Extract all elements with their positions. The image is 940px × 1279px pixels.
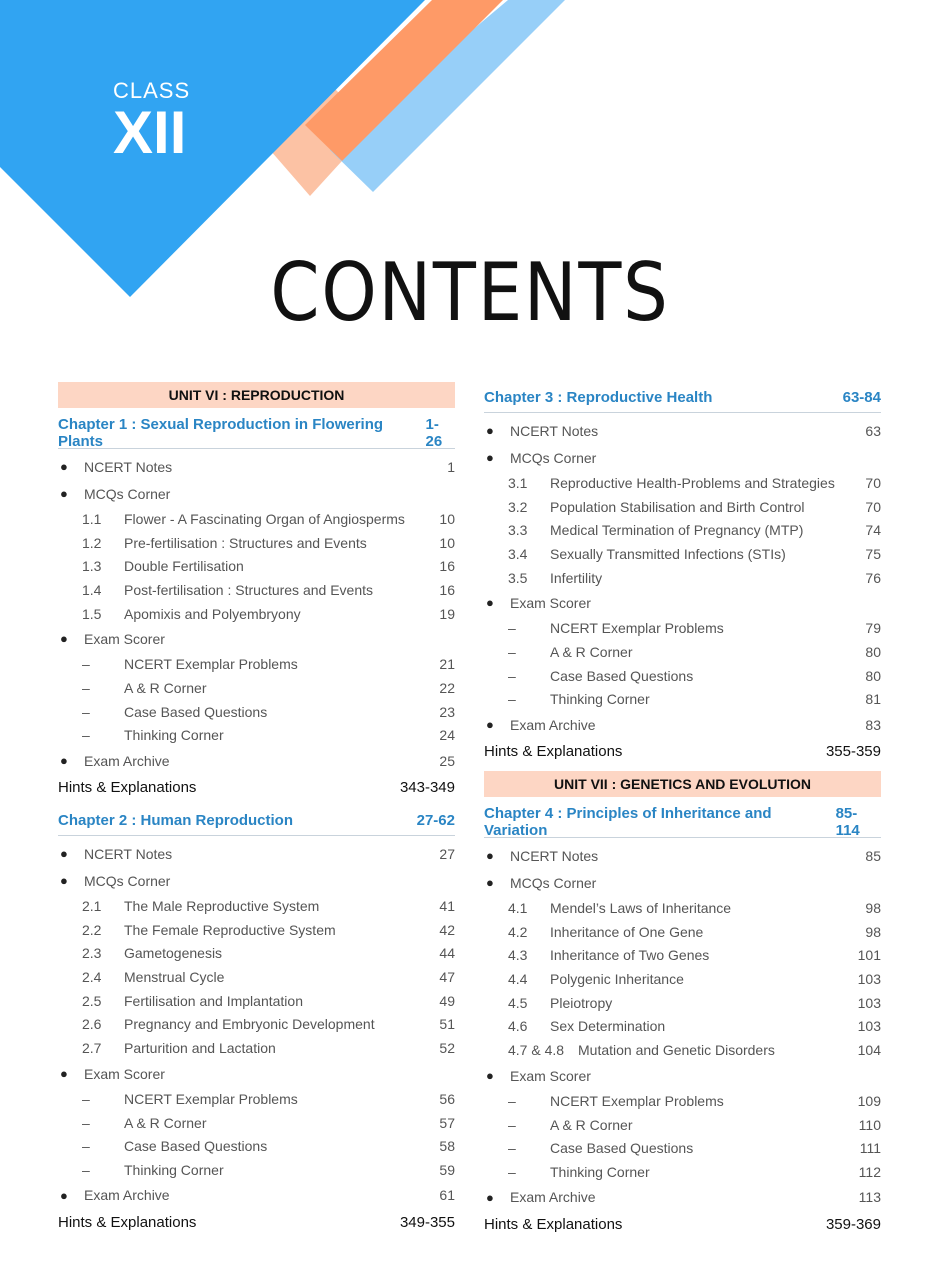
toc-topic[interactable] <box>58 942 455 966</box>
subentry-page: 24 <box>439 727 455 744</box>
toc-topic[interactable] <box>484 495 881 519</box>
subentry-page: 110 <box>858 1116 881 1133</box>
hints-pages: 355-359 <box>825 743 881 761</box>
subentry-title: NCERT Exemplar Problems <box>550 1092 724 1109</box>
subentry-page: 80 <box>865 643 881 660</box>
topic-number: 4.2 <box>508 923 528 940</box>
topic-title: Mendel’s Laws of Inheritance <box>550 900 732 917</box>
entry-page: 63 <box>865 422 881 439</box>
subentry-title: Thinking Corner <box>124 727 224 744</box>
right-column <box>484 382 881 1242</box>
entry-page: 113 <box>858 1189 881 1206</box>
chapter-heading[interactable] <box>484 807 881 838</box>
hints-entry[interactable] <box>58 1209 455 1236</box>
topic-number: 3.3 <box>508 522 528 539</box>
subentry-title: Thinking Corner <box>124 1161 224 1178</box>
chapter-pages: 27-62 <box>416 811 455 829</box>
topic-page: 101 <box>857 947 881 964</box>
section-label: MCQs Corner <box>84 872 171 889</box>
topic-title: Fertilisation and Implantation <box>124 992 303 1009</box>
toc-section <box>58 480 455 507</box>
entry-label: Exam Archive <box>84 1187 170 1204</box>
hints-pages: 359-369 <box>825 1215 881 1233</box>
subentry-page: 56 <box>439 1090 455 1107</box>
toc-topic[interactable] <box>58 965 455 989</box>
entry-label: Exam Archive <box>84 752 170 769</box>
topic-title: Population Stabilisation and Birth Control <box>550 498 805 515</box>
toc-subentry[interactable] <box>58 676 455 700</box>
topic-page: 98 <box>865 900 881 917</box>
subentry-title: A & R Corner <box>124 679 207 696</box>
topic-number: 1.3 <box>82 558 102 575</box>
toc-topic[interactable] <box>484 471 881 495</box>
bullet-icon: ● <box>486 875 494 891</box>
bullet-icon: ● <box>60 631 68 647</box>
toc-section <box>484 1062 881 1089</box>
toc-subentry[interactable] <box>484 1113 881 1137</box>
bullet-icon: ● <box>486 423 494 438</box>
bullet-icon: ● <box>486 717 494 733</box>
subentry-title: NCERT Exemplar Problems <box>124 1090 298 1107</box>
toc-topic[interactable] <box>484 896 881 920</box>
toc-topic[interactable] <box>484 1038 881 1062</box>
toc-topic[interactable] <box>484 518 881 542</box>
toc-topic[interactable] <box>484 542 881 566</box>
toc-topic[interactable] <box>58 894 455 918</box>
subentry-title: NCERT Exemplar Problems <box>124 656 298 673</box>
topic-number: 2.3 <box>82 945 102 962</box>
toc-topic[interactable] <box>58 531 455 555</box>
topic-number: 2.1 <box>82 898 102 915</box>
topic-page: 104 <box>857 1042 881 1059</box>
hints-label: Hints & Explanations <box>484 743 623 761</box>
toc-topic[interactable] <box>58 507 455 531</box>
topic-title: The Female Reproductive System <box>124 921 336 938</box>
bullet-icon: ● <box>60 1187 68 1203</box>
topic-number: 4.3 <box>508 947 528 964</box>
dash-icon: – <box>508 1116 516 1133</box>
subentry-title: Case Based Questions <box>124 703 268 720</box>
entry-label: Exam Archive <box>510 716 596 733</box>
entry-page: 1 <box>447 458 455 475</box>
chapter-pages: 1-26 <box>425 416 443 450</box>
entry-page: 25 <box>439 752 455 769</box>
toc-topic[interactable] <box>58 554 455 578</box>
entry-label: NCERT Notes <box>510 422 599 439</box>
topic-number: 1.1 <box>82 510 102 527</box>
hints-pages: 343-349 <box>399 779 455 797</box>
subentry-title: A & R Corner <box>550 1116 633 1133</box>
toc-subentry[interactable] <box>484 664 881 688</box>
bullet-icon: ● <box>60 459 68 474</box>
bullet-icon: ● <box>486 1189 494 1205</box>
toc-entry[interactable] <box>484 711 881 738</box>
toc-entry[interactable] <box>58 840 455 867</box>
toc-subentry[interactable] <box>484 640 881 664</box>
topic-number: 2.2 <box>82 921 102 938</box>
dash-icon: – <box>82 679 90 696</box>
subentry-page: 21 <box>439 656 455 673</box>
subentry-page: 111 <box>859 1140 881 1157</box>
toc-subentry[interactable] <box>484 1160 881 1184</box>
subentry-title: A & R Corner <box>124 1114 207 1131</box>
entry-page: 61 <box>439 1187 455 1204</box>
dash-icon: – <box>508 667 516 684</box>
left-column <box>58 382 455 1240</box>
hints-pages: 349-355 <box>399 1213 455 1231</box>
chapter-title: Chapter 1 : Sexual Reproduction in Flowering Plants <box>58 416 384 450</box>
subentry-title: Case Based Questions <box>124 1138 268 1155</box>
subentry-page: 79 <box>865 620 881 637</box>
toc-subentry[interactable] <box>484 1136 881 1160</box>
entry-label: NCERT Notes <box>84 458 173 475</box>
topic-title: Inheritance of Two Genes <box>550 947 710 964</box>
bullet-icon: ● <box>60 873 68 889</box>
hints-entry[interactable] <box>484 738 881 765</box>
topic-number: 4.7 & 4.8 <box>508 1042 565 1059</box>
hints-entry[interactable] <box>58 774 455 801</box>
hints-label: Hints & Explanations <box>58 779 197 797</box>
topic-title: Infertility <box>550 569 603 586</box>
chapter-heading[interactable] <box>58 418 455 449</box>
topic-page: 19 <box>439 605 455 622</box>
section-label: MCQs Corner <box>510 874 597 891</box>
bullet-icon: ● <box>486 1068 494 1083</box>
unit-heading: UNIT VII : GENETICS AND EVOLUTION <box>484 771 881 797</box>
topic-number: 3.5 <box>508 569 528 586</box>
topic-page: 51 <box>439 1016 455 1033</box>
toc-subentry[interactable] <box>58 1111 455 1135</box>
toc-subentry[interactable] <box>484 688 881 712</box>
topic-title: Pre-fertilisation : Structures and Events <box>124 534 367 551</box>
toc-subentry[interactable] <box>58 1087 455 1111</box>
toc-entry[interactable] <box>484 842 881 869</box>
toc-section <box>484 869 881 896</box>
topic-title: Polygenic Inheritance <box>550 971 684 988</box>
chapter-pages: 85-114 <box>835 805 860 840</box>
topic-page: 74 <box>865 522 881 539</box>
topic-title: Mutation and Genetic Disorders <box>578 1042 775 1059</box>
dash-icon: – <box>82 1114 90 1131</box>
dash-icon: – <box>82 703 90 720</box>
topic-page: 10 <box>439 510 455 527</box>
topic-number: 3.4 <box>508 545 528 562</box>
topic-title: Inheritance of One Gene <box>550 923 704 940</box>
subentry-title: Thinking Corner <box>550 1163 650 1180</box>
section-label: Exam Scorer <box>84 630 165 647</box>
subentry-page: 80 <box>865 667 881 684</box>
entry-label: Exam Archive <box>510 1189 596 1206</box>
topic-page: 98 <box>865 923 881 940</box>
hints-entry[interactable] <box>484 1211 881 1238</box>
toc-topic[interactable] <box>484 967 881 991</box>
topic-number: 1.4 <box>82 581 102 598</box>
toc-topic[interactable] <box>484 566 881 590</box>
subentry-title: Case Based Questions <box>550 1140 694 1157</box>
toc-entry[interactable] <box>58 453 455 480</box>
topic-number: 2.7 <box>82 1040 102 1057</box>
toc-subentry[interactable] <box>58 700 455 724</box>
topic-page: 10 <box>439 534 455 551</box>
topic-title: Flower - A Fascinating Organ of Angiosperms <box>124 510 405 527</box>
topic-page: 16 <box>439 581 455 598</box>
page-title: CONTENTS <box>270 246 670 339</box>
toc-subentry[interactable] <box>484 616 881 640</box>
topic-number: 2.4 <box>82 969 102 986</box>
topic-page: 41 <box>439 898 455 915</box>
topic-title: Sexually Transmitted Infections (STIs) <box>550 545 786 562</box>
toc-topic[interactable] <box>484 991 881 1015</box>
section-label: MCQs Corner <box>84 485 171 502</box>
topic-title: Pleiotropy <box>550 994 613 1011</box>
entry-page: 83 <box>865 716 881 733</box>
subentry-page: 81 <box>865 691 881 708</box>
bullet-icon: ● <box>486 450 494 465</box>
bullet-icon: ● <box>486 595 494 611</box>
topic-number: 2.6 <box>82 1016 102 1033</box>
topic-page: 70 <box>865 474 881 491</box>
topic-number: 1.5 <box>82 605 102 622</box>
subentry-page: 22 <box>439 679 455 696</box>
chapter-pages: 63-84 <box>842 388 881 406</box>
topic-title: Gametogenesis <box>124 945 223 962</box>
toc-section <box>484 444 881 471</box>
topic-page: 52 <box>439 1040 455 1057</box>
subentry-title: Case Based Questions <box>550 667 694 684</box>
toc-entry[interactable] <box>58 747 455 774</box>
section-label: MCQs Corner <box>510 449 597 466</box>
topic-title: Medical Termination of Pregnancy (MTP) <box>550 522 804 539</box>
topic-number: 4.6 <box>508 1018 528 1035</box>
dash-icon: – <box>508 643 516 660</box>
topic-title: Parturition and Lactation <box>124 1040 276 1057</box>
topic-number: 4.4 <box>508 971 528 988</box>
toc-subentry[interactable] <box>58 724 455 748</box>
topic-page: 42 <box>439 921 455 938</box>
chapter-title: Chapter 3 : Reproductive Health <box>484 388 713 406</box>
bullet-icon: ● <box>60 753 68 769</box>
dash-icon: – <box>508 691 516 708</box>
chapter-title: Chapter 4 : Principles of Inheritance and Variation <box>484 805 772 840</box>
hints-label: Hints & Explanations <box>484 1215 623 1233</box>
topic-page: 49 <box>439 992 455 1009</box>
subentry-page: 23 <box>439 703 455 720</box>
entry-label: NCERT Notes <box>510 847 599 864</box>
topic-page: 16 <box>439 558 455 575</box>
unit-heading: UNIT VI : REPRODUCTION <box>58 382 455 408</box>
toc-subentry[interactable] <box>484 1089 881 1113</box>
entry-page: 85 <box>865 847 881 864</box>
bullet-icon: ● <box>60 846 68 862</box>
toc-section <box>58 867 455 894</box>
toc-section <box>484 589 881 616</box>
subentry-page: 58 <box>439 1138 455 1155</box>
bullet-icon: ● <box>60 486 68 501</box>
dash-icon: – <box>508 1092 516 1109</box>
chapter-title: Chapter 2 : Human Reproduction <box>58 811 294 829</box>
toc-topic[interactable] <box>58 602 455 626</box>
topic-page: 103 <box>857 971 881 988</box>
toc-subentry[interactable] <box>58 1134 455 1158</box>
topic-title: Reproductive Health-Problems and Strategies <box>550 474 835 491</box>
dash-icon: – <box>82 727 90 744</box>
topic-title: Sex Determination <box>550 1018 666 1035</box>
toc-topic[interactable] <box>484 920 881 944</box>
topic-page: 76 <box>865 569 881 586</box>
toc-entry[interactable] <box>484 1184 881 1211</box>
toc-topic[interactable] <box>58 578 455 602</box>
chapter-heading[interactable] <box>484 382 881 413</box>
section-label: Exam Scorer <box>510 1067 591 1084</box>
topic-title: Pregnancy and Embryonic Development <box>124 1016 375 1033</box>
topic-title: Apomixis and Polyembryony <box>124 605 301 622</box>
subentry-title: NCERT Exemplar Problems <box>550 620 724 637</box>
bullet-icon: ● <box>60 1066 68 1081</box>
toc-subentry[interactable] <box>58 1158 455 1182</box>
topic-number: 4.1 <box>508 900 528 917</box>
topic-page: 103 <box>857 1018 881 1035</box>
toc-topic[interactable] <box>484 944 881 968</box>
subentry-page: 109 <box>857 1092 881 1109</box>
toc-topic[interactable] <box>58 1013 455 1037</box>
dash-icon: – <box>508 620 516 637</box>
topic-number: 1.2 <box>82 534 102 551</box>
dash-icon: – <box>82 1161 90 1178</box>
toc-section <box>58 625 455 652</box>
dash-icon: – <box>82 1138 90 1155</box>
topic-page: 75 <box>865 545 881 562</box>
subentry-page: 112 <box>858 1163 881 1180</box>
topic-page: 44 <box>439 945 455 962</box>
bullet-icon: ● <box>486 848 494 864</box>
toc-entry[interactable] <box>484 417 881 444</box>
toc-subentry[interactable] <box>58 652 455 676</box>
topic-number: 3.1 <box>508 474 528 491</box>
topic-page: 103 <box>857 994 881 1011</box>
toc-topic[interactable] <box>58 918 455 942</box>
topic-title: The Male Reproductive System <box>124 898 320 915</box>
entry-label: NCERT Notes <box>84 845 173 862</box>
section-label: Exam Scorer <box>510 594 591 611</box>
dash-icon: – <box>508 1163 516 1180</box>
topic-page: 70 <box>865 498 881 515</box>
hints-label: Hints & Explanations <box>58 1213 197 1231</box>
subentry-page: 57 <box>439 1114 455 1131</box>
topic-number: 3.2 <box>508 498 528 515</box>
toc-topic[interactable] <box>58 1036 455 1060</box>
toc-entry[interactable] <box>58 1182 455 1209</box>
subentry-title: A & R Corner <box>550 643 633 660</box>
chapter-heading[interactable] <box>58 805 455 836</box>
topic-title: Double Fertilisation <box>124 558 244 575</box>
toc-topic[interactable] <box>58 989 455 1013</box>
section-label: Exam Scorer <box>84 1065 165 1082</box>
class-label: CLASS <box>113 78 191 103</box>
topic-page: 47 <box>439 969 455 986</box>
subentry-page: 59 <box>439 1161 455 1178</box>
topic-title: Post-fertilisation : Structures and Events <box>124 581 373 598</box>
subentry-title: Thinking Corner <box>550 691 650 708</box>
dash-icon: – <box>82 656 90 673</box>
toc-section <box>58 1060 455 1087</box>
topic-number: 4.5 <box>508 994 528 1011</box>
class-number: XII <box>113 99 187 166</box>
topic-number: 2.5 <box>82 992 102 1009</box>
toc-topic[interactable] <box>484 1015 881 1039</box>
entry-page: 27 <box>439 845 455 862</box>
dash-icon: – <box>508 1140 516 1157</box>
dash-icon: – <box>82 1090 90 1107</box>
topic-title: Menstrual Cycle <box>124 969 225 986</box>
